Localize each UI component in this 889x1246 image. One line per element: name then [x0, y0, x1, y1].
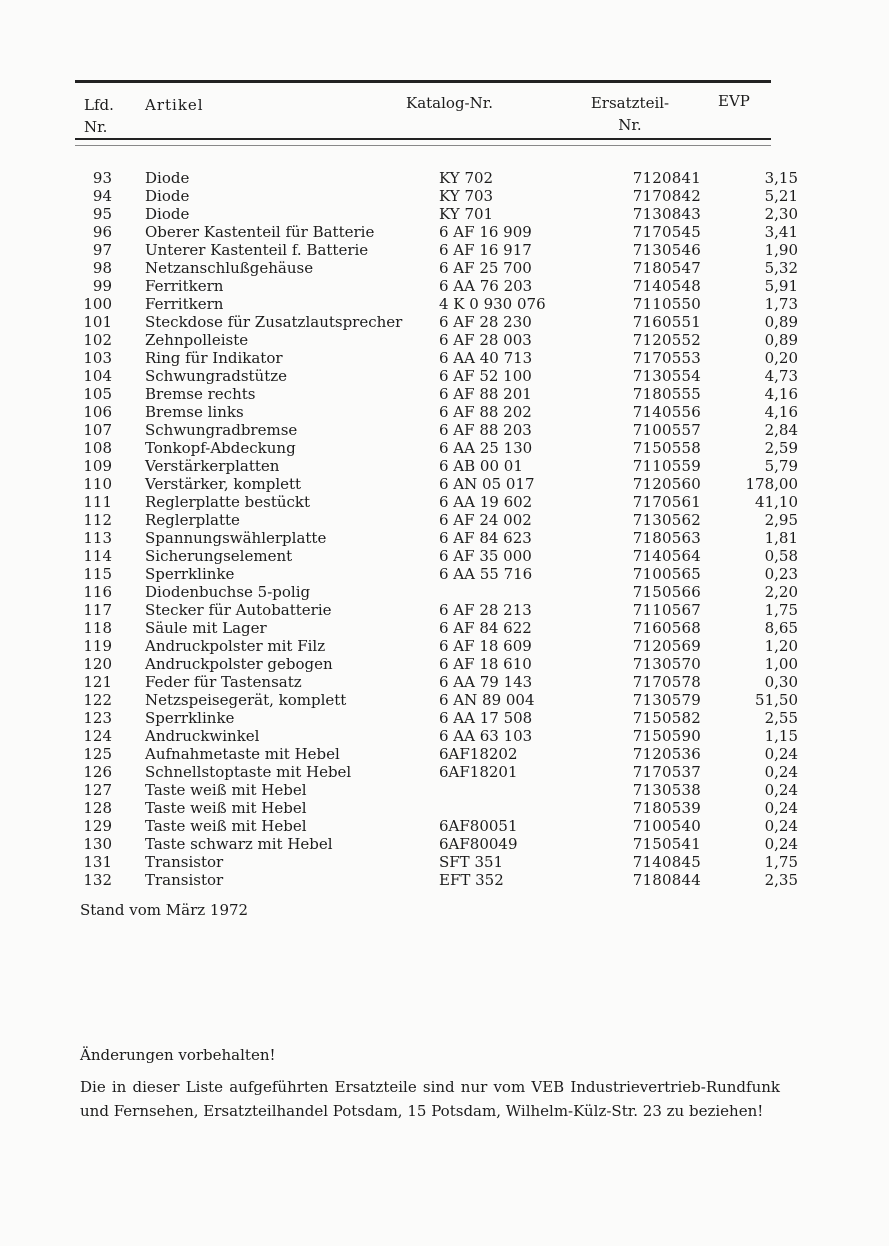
row-spare-part-number: 7130546 — [632, 241, 701, 259]
row-catalog-number: EFT 352 — [439, 871, 504, 889]
table-row — [80, 367, 798, 385]
header-artikel: Artikel — [145, 96, 204, 114]
row-price: 4,73 — [764, 367, 798, 385]
row-spare-part-number: 7120841 — [632, 169, 701, 187]
table-row — [80, 493, 798, 511]
row-article: Diode — [145, 187, 190, 205]
row-catalog-number: 6AF80051 — [439, 817, 518, 835]
row-price: 2,55 — [764, 709, 798, 727]
table-row — [80, 871, 798, 889]
row-spare-part-number: 7180539 — [632, 799, 701, 817]
row-article: Transistor — [145, 853, 224, 871]
table-row — [80, 385, 798, 403]
header-bottom-rule — [75, 138, 771, 140]
row-article: Unterer Kastenteil f. Batterie — [145, 241, 369, 259]
row-number: 129 — [83, 817, 112, 835]
row-spare-part-number: 7120536 — [632, 745, 701, 763]
table-row — [80, 295, 798, 313]
row-article: Ferritkern — [145, 277, 224, 295]
table-row — [80, 403, 798, 421]
table-row — [80, 583, 798, 601]
row-price: 0,24 — [764, 835, 798, 853]
row-number: 103 — [83, 349, 112, 367]
row-article: Verstärkerplatten — [145, 457, 280, 475]
header-evp: EVP — [718, 92, 750, 110]
row-article: Verstärker, komplett — [145, 475, 302, 493]
row-catalog-number: 6 AF 24 002 — [439, 511, 532, 529]
table-row — [80, 637, 798, 655]
row-spare-part-number: 7160551 — [632, 313, 701, 331]
row-price: 1,15 — [764, 727, 798, 745]
row-catalog-number: 6 AF 84 623 — [439, 529, 532, 547]
row-price: 1,81 — [764, 529, 798, 547]
row-number: 131 — [83, 853, 112, 871]
row-article: Sperrklinke — [145, 565, 235, 583]
row-price: 3,41 — [764, 223, 798, 241]
row-catalog-number: 6 AF 52 100 — [439, 367, 532, 385]
row-spare-part-number: 7170561 — [632, 493, 701, 511]
row-number: 93 — [92, 169, 112, 187]
table-row — [80, 835, 798, 853]
row-spare-part-number: 7140845 — [632, 853, 701, 871]
row-article: Taste weiß mit Hebel — [145, 799, 307, 817]
table-row — [80, 655, 798, 673]
row-number: 119 — [83, 637, 112, 655]
row-number: 122 — [83, 691, 112, 709]
row-spare-part-number: 7170553 — [632, 349, 701, 367]
table-row — [80, 619, 798, 637]
row-article: Säule mit Lager — [145, 619, 267, 637]
table-row — [80, 457, 798, 475]
row-article: Diode — [145, 205, 190, 223]
table-row — [80, 763, 798, 781]
row-catalog-number: 6 AF 18 610 — [439, 655, 532, 673]
row-number: 112 — [83, 511, 112, 529]
row-article: Taste weiß mit Hebel — [145, 817, 307, 835]
table-row — [80, 547, 798, 565]
table-row — [80, 349, 798, 367]
row-price: 178,00 — [745, 475, 798, 493]
row-number: 132 — [83, 871, 112, 889]
row-catalog-number: SFT 351 — [439, 853, 504, 871]
row-price: 4,16 — [764, 385, 798, 403]
row-spare-part-number: 7140564 — [632, 547, 701, 565]
row-price: 2,84 — [764, 421, 798, 439]
row-number: 115 — [83, 565, 112, 583]
row-catalog-number: 6 AF 35 000 — [439, 547, 532, 565]
row-catalog-number: 6 AA 25 130 — [439, 439, 533, 457]
row-price: 2,59 — [764, 439, 798, 457]
row-catalog-number: KY 701 — [439, 205, 494, 223]
row-price: 0,24 — [764, 817, 798, 835]
row-price: 2,30 — [764, 205, 798, 223]
table-row — [80, 529, 798, 547]
row-number: 99 — [92, 277, 112, 295]
row-catalog-number: 6 AA 40 713 — [439, 349, 533, 367]
row-spare-part-number: 7170537 — [632, 763, 701, 781]
row-article: Steckdose für Zusatzlautsprecher — [145, 313, 403, 331]
table-row — [80, 241, 798, 259]
row-price: 1,75 — [764, 601, 798, 619]
row-catalog-number: 6 AA 55 716 — [439, 565, 533, 583]
table-row — [80, 691, 798, 709]
header-bottom-thin-rule — [75, 145, 771, 146]
row-number: 118 — [83, 619, 112, 637]
row-number: 113 — [83, 529, 112, 547]
row-number: 109 — [83, 457, 112, 475]
row-spare-part-number: 7110567 — [632, 601, 701, 619]
table-row — [80, 601, 798, 619]
row-price: 0,24 — [764, 745, 798, 763]
header-top-rule — [75, 80, 771, 83]
row-article: Schwungradbremse — [145, 421, 298, 439]
row-number: 105 — [83, 385, 112, 403]
row-article: Reglerplatte bestückt — [145, 493, 311, 511]
row-spare-part-number: 7100565 — [632, 565, 701, 583]
row-catalog-number: 6 AB 00 01 — [439, 457, 523, 475]
row-price: 5,79 — [764, 457, 798, 475]
row-spare-part-number: 7180563 — [632, 529, 701, 547]
row-catalog-number: 6 AF 28 213 — [439, 601, 532, 619]
row-spare-part-number: 7130579 — [632, 691, 701, 709]
row-number: 110 — [83, 475, 112, 493]
row-catalog-number: 6 AF 28 230 — [439, 313, 532, 331]
row-article: Diode — [145, 169, 190, 187]
row-spare-part-number: 7130562 — [632, 511, 701, 529]
row-article: Andruckwinkel — [145, 727, 260, 745]
row-number: 114 — [83, 547, 112, 565]
table-row — [80, 511, 798, 529]
row-price: 1,73 — [764, 295, 798, 313]
row-article: Bremse links — [145, 403, 244, 421]
row-spare-part-number: 7150541 — [632, 835, 701, 853]
row-article: Bremse rechts — [145, 385, 256, 403]
row-article: Netzspeisegerät, komplett — [145, 691, 347, 709]
row-spare-part-number: 7140556 — [632, 403, 701, 421]
row-price: 0,24 — [764, 763, 798, 781]
row-catalog-number: 4 K 0 930 076 — [439, 295, 546, 313]
row-number: 128 — [83, 799, 112, 817]
row-price: 2,95 — [764, 511, 798, 529]
row-price: 2,35 — [764, 871, 798, 889]
row-number: 101 — [83, 313, 112, 331]
row-spare-part-number: 7180555 — [632, 385, 701, 403]
table-row — [80, 781, 798, 799]
row-spare-part-number: 7120569 — [632, 637, 701, 655]
row-price: 0,24 — [764, 799, 798, 817]
row-spare-part-number: 7150590 — [632, 727, 701, 745]
row-catalog-number: 6 AF 16 909 — [439, 223, 532, 241]
row-number: 124 — [83, 727, 112, 745]
row-article: Andruckpolster gebogen — [145, 655, 333, 673]
row-price: 41,10 — [755, 493, 798, 511]
row-number: 106 — [83, 403, 112, 421]
row-spare-part-number: 7170545 — [632, 223, 701, 241]
table-row — [80, 277, 798, 295]
row-spare-part-number: 7180844 — [632, 871, 701, 889]
row-spare-part-number: 7160568 — [632, 619, 701, 637]
row-catalog-number: 6 AF 84 622 — [439, 619, 532, 637]
row-number: 111 — [83, 493, 112, 511]
row-article: Taste weiß mit Hebel — [145, 781, 307, 799]
row-number: 96 — [92, 223, 112, 241]
row-price: 51,50 — [755, 691, 798, 709]
table-row — [80, 421, 798, 439]
table-row — [80, 673, 798, 691]
row-number: 97 — [92, 241, 112, 259]
header-ersatzteil-label: Ersatzteil- — [590, 94, 670, 112]
parts-table-body — [80, 169, 798, 889]
row-spare-part-number: 7130843 — [632, 205, 701, 223]
row-catalog-number: 6 AA 63 103 — [439, 727, 533, 745]
row-price: 5,91 — [764, 277, 798, 295]
row-spare-part-number: 7150566 — [632, 583, 701, 601]
table-row — [80, 799, 798, 817]
row-price: 0,23 — [764, 565, 798, 583]
row-catalog-number: 6 AA 76 203 — [439, 277, 533, 295]
table-row — [80, 745, 798, 763]
row-catalog-number: 6 AF 16 917 — [439, 241, 532, 259]
row-spare-part-number: 7100540 — [632, 817, 701, 835]
row-catalog-number — [439, 583, 591, 601]
row-article: Sicherungselement — [145, 547, 293, 565]
row-price: 5,21 — [764, 187, 798, 205]
row-price: 2,20 — [764, 583, 798, 601]
row-catalog-number — [439, 781, 591, 799]
row-number: 130 — [83, 835, 112, 853]
row-article: Ring für Indikator — [145, 349, 283, 367]
row-spare-part-number: 7130570 — [632, 655, 701, 673]
row-price: 4,16 — [764, 403, 798, 421]
row-catalog-number: 6 AA 19 602 — [439, 493, 533, 511]
table-row — [80, 853, 798, 871]
row-article: Feder für Tastensatz — [145, 673, 302, 691]
row-number: 121 — [83, 673, 112, 691]
row-article: Reglerplatte — [145, 511, 240, 529]
row-price: 0,89 — [764, 331, 798, 349]
row-number: 123 — [83, 709, 112, 727]
table-row — [80, 727, 798, 745]
row-spare-part-number: 7120560 — [632, 475, 701, 493]
table-row — [80, 205, 798, 223]
row-number: 100 — [83, 295, 112, 313]
row-spare-part-number: 7120552 — [632, 331, 701, 349]
row-spare-part-number: 7150582 — [632, 709, 701, 727]
row-spare-part-number: 7100557 — [632, 421, 701, 439]
row-price: 5,32 — [764, 259, 798, 277]
row-catalog-number: 6 AF 18 609 — [439, 637, 532, 655]
row-number: 117 — [83, 601, 112, 619]
row-article: Aufnahmetaste mit Hebel — [145, 745, 340, 763]
row-catalog-number: KY 703 — [439, 187, 494, 205]
row-price: 0,24 — [764, 781, 798, 799]
row-catalog-number: 6 AF 28 003 — [439, 331, 532, 349]
row-number: 104 — [83, 367, 112, 385]
row-article: Diodenbuchse 5-polig — [145, 583, 311, 601]
row-article: Sperrklinke — [145, 709, 235, 727]
table-row — [80, 817, 798, 835]
row-price: 1,90 — [764, 241, 798, 259]
table-row — [80, 313, 798, 331]
header-lfd-label: Lfd. — [84, 96, 114, 114]
table-row — [80, 259, 798, 277]
row-number: 107 — [83, 421, 112, 439]
row-number: 127 — [83, 781, 112, 799]
row-article: Tonkopf-Abdeckung — [145, 439, 296, 457]
row-price: 0,89 — [764, 313, 798, 331]
table-row — [80, 223, 798, 241]
row-number: 95 — [92, 205, 112, 223]
row-number: 98 — [92, 259, 112, 277]
table-row — [80, 439, 798, 457]
row-price: 0,58 — [764, 547, 798, 565]
header-ersatzteil — [588, 92, 672, 136]
header-nr-label: Nr. — [84, 118, 108, 136]
row-number: 126 — [83, 763, 112, 781]
row-catalog-number: 6AF18202 — [439, 745, 518, 763]
row-article: Schwungradstütze — [145, 367, 288, 385]
row-article: Schnellstoptaste mit Hebel — [145, 763, 352, 781]
row-catalog-number: 6 AF 88 201 — [439, 385, 532, 403]
table-row — [80, 475, 798, 493]
row-catalog-number: 6 AN 89 004 — [439, 691, 535, 709]
row-article: Stecker für Autobatterie — [145, 601, 332, 619]
row-catalog-number — [439, 799, 591, 817]
row-number: 102 — [83, 331, 112, 349]
row-catalog-number: 6AF80049 — [439, 835, 518, 853]
row-price: 3,15 — [764, 169, 798, 187]
row-catalog-number: KY 702 — [439, 169, 494, 187]
table-row — [80, 565, 798, 583]
row-spare-part-number: 7170842 — [632, 187, 701, 205]
row-article: Netzanschlußgehäuse — [145, 259, 314, 277]
row-catalog-number: 6 AA 17 508 — [439, 709, 533, 727]
row-spare-part-number: 7180547 — [632, 259, 701, 277]
row-price: 8,65 — [764, 619, 798, 637]
row-price: 1,75 — [764, 853, 798, 871]
row-catalog-number: 6 AF 25 700 — [439, 259, 532, 277]
row-spare-part-number: 7110550 — [632, 295, 701, 313]
parts-table — [80, 169, 798, 889]
row-number: 125 — [83, 745, 112, 763]
row-spare-part-number: 7130538 — [632, 781, 701, 799]
row-article: Spannungswählerplatte — [145, 529, 327, 547]
row-number: 108 — [83, 439, 112, 457]
header-ersatzteil-nr-label: Nr. — [618, 116, 642, 134]
changes-reserved: Änderungen vorbehalten! — [80, 1046, 276, 1064]
row-price: 0,30 — [764, 673, 798, 691]
row-catalog-number: 6AF18201 — [439, 763, 518, 781]
supplier-note: Die in dieser Liste aufgeführten Ersatzteile sind nur vom VEB Industrievertrieb-Rundfunk und Fernsehen, Ersatzteilhandel Potsdam, 15 Potsdam, Wilhelm-Külz-Str. 23 zu beziehen! — [80, 1078, 780, 1120]
row-price: 1,00 — [764, 655, 798, 673]
table-row — [80, 331, 798, 349]
row-spare-part-number: 7110559 — [632, 457, 701, 475]
row-number: 94 — [92, 187, 112, 205]
row-catalog-number: 6 AF 88 203 — [439, 421, 532, 439]
row-article: Ferritkern — [145, 295, 224, 313]
row-article: Transistor — [145, 871, 224, 889]
row-number: 120 — [83, 655, 112, 673]
row-spare-part-number: 7130554 — [632, 367, 701, 385]
row-spare-part-number: 7170578 — [632, 673, 701, 691]
row-catalog-number: 6 AN 05 017 — [439, 475, 535, 493]
stand-date: Stand vom März 1972 — [80, 901, 249, 919]
row-price: 1,20 — [764, 637, 798, 655]
row-price: 0,20 — [764, 349, 798, 367]
row-spare-part-number: 7150558 — [632, 439, 701, 457]
header-katalog: Katalog-Nr. — [406, 94, 494, 112]
row-article: Taste schwarz mit Hebel — [145, 835, 333, 853]
row-spare-part-number: 7140548 — [632, 277, 701, 295]
table-row — [80, 709, 798, 727]
row-article: Zehnpolleiste — [145, 331, 249, 349]
table-row — [80, 187, 798, 205]
row-number: 116 — [83, 583, 112, 601]
row-catalog-number: 6 AF 88 202 — [439, 403, 532, 421]
row-article: Oberer Kastenteil für Batterie — [145, 223, 375, 241]
header-lfd-nr — [84, 94, 114, 138]
row-catalog-number: 6 AA 79 143 — [439, 673, 533, 691]
row-article: Andruckpolster mit Filz — [145, 637, 326, 655]
table-row — [80, 169, 798, 187]
